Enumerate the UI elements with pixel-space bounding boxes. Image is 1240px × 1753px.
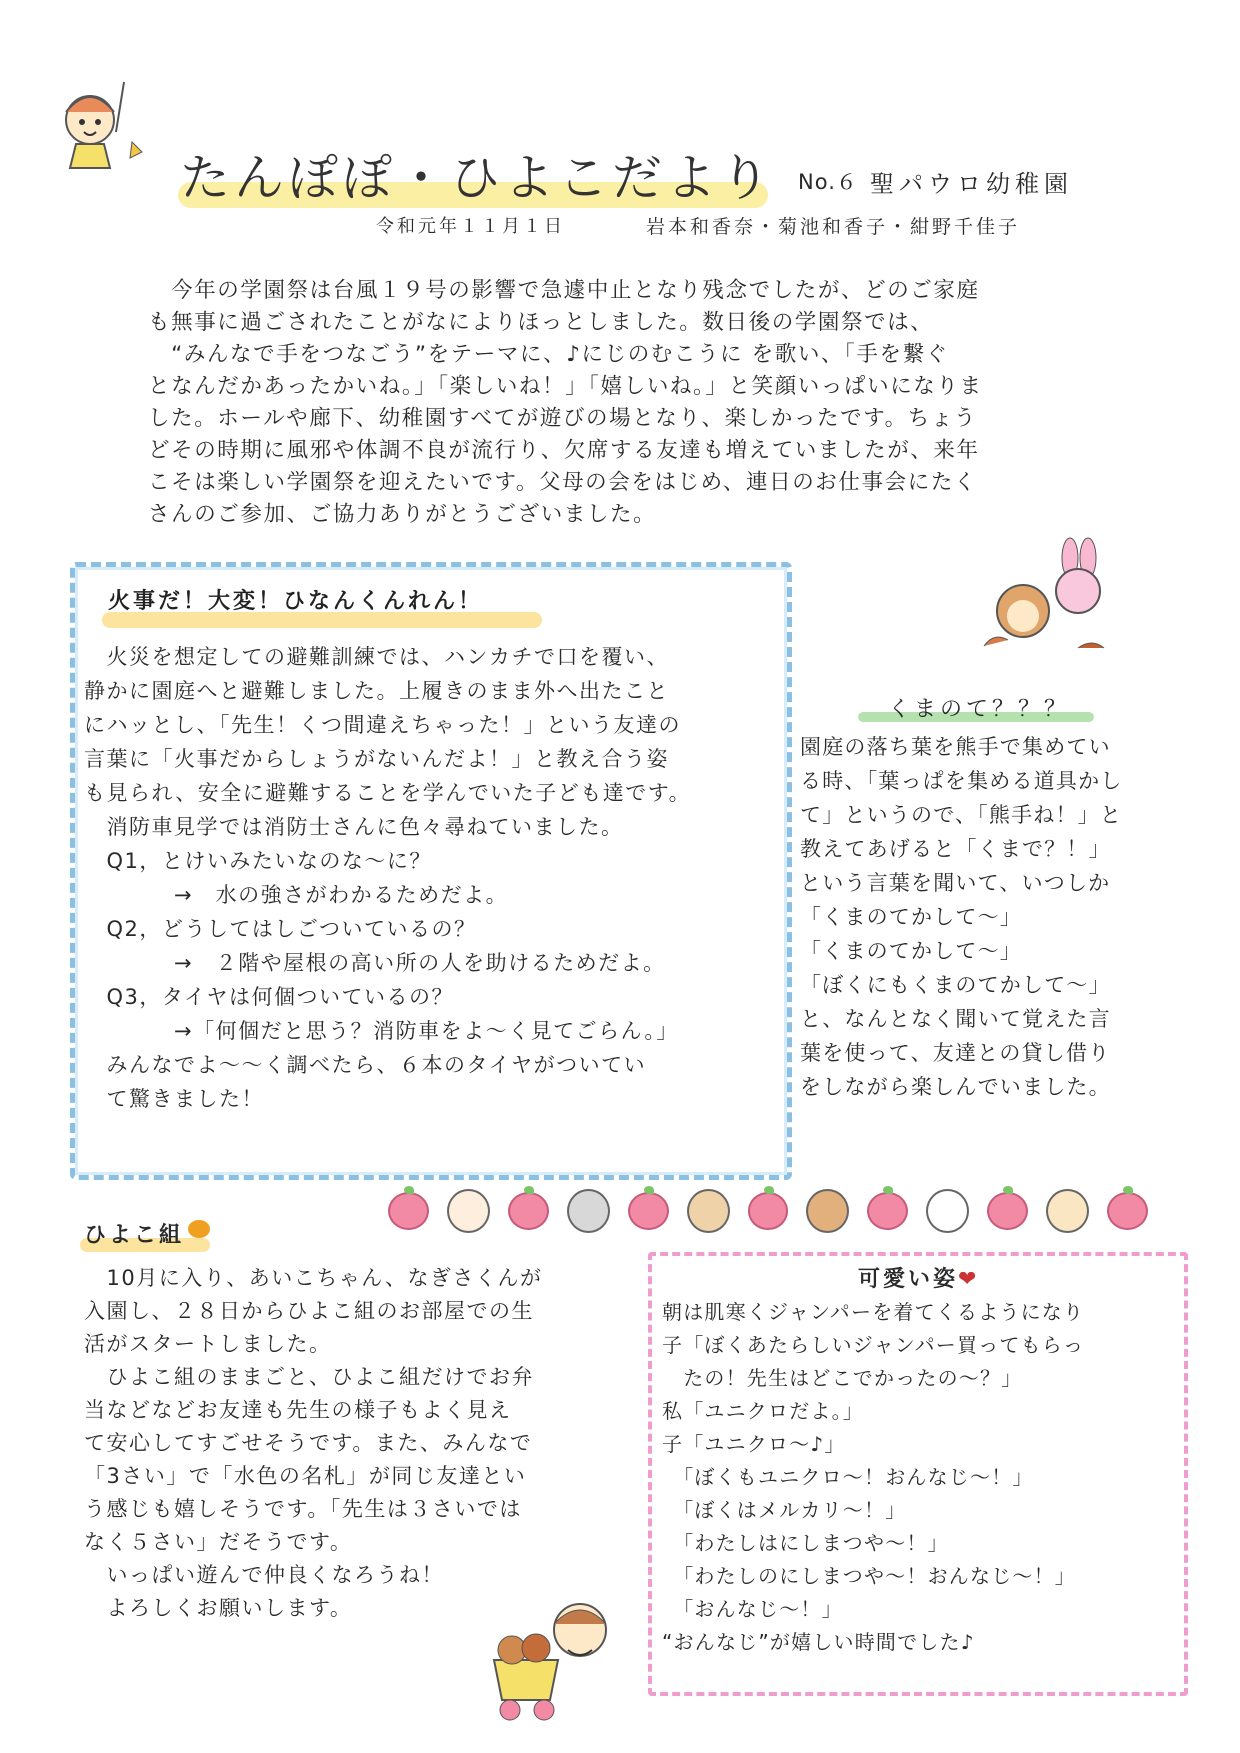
kuma-line: をしながら楽しんでいました。 [800,1075,1111,1099]
fire-line: Q1，とけいみたいなのな～に？ [84,849,432,873]
chick-icon [188,1220,210,1238]
intro-line: こそは楽しい学園祭を迎えたいです。父母の会をはじめ、連日のお仕事会にたく [148,470,978,495]
fire-line: て驚きました！ [84,1087,264,1111]
hiyoko-line: ひよこ組のままごと、ひよこ組だけでお弁 [84,1365,534,1389]
hiyoko-line: 活がスタートしました。 [84,1332,332,1356]
hiyoko-line: いっぱい遊んで仲良くなろうね！ [84,1563,444,1587]
fire-line: みんなでよ～～く調べたら、６本のタイヤがついてい [84,1053,647,1077]
cute-title-text: 可愛い姿 [858,1267,959,1292]
fire-drill-title: 火事だ！大変！ひなんくんれん！ [108,589,484,614]
girl-mascot-illustration [40,72,150,172]
apple-icon [867,1192,908,1230]
monkey-rabbit-illustration [978,536,1118,666]
kuma-line: 「くまのてかして～」 [800,905,1022,929]
fire-line: 言葉に「火事だからしょうがないんだよ！」と教え合う姿 [84,747,669,771]
apple-icon [987,1192,1028,1230]
issue-number-text: No.６ [798,170,858,194]
fire-line: → ２階や屋根の高い所の人を助けるためだよ。 [84,951,666,975]
apple-icon [1107,1192,1148,1230]
intro-paragraph [148,275,1100,531]
intro-line: どその時期に風邪や体調不良が流行り、欠席する友達も増えていましたが、来年 [148,438,980,463]
fire-line: 火災を想定しての避難訓練では、ハンカチで口を覆い、 [84,645,669,669]
kuma-line: て」というので、「熊手ね！」と [800,803,1123,827]
cute-title [858,1262,979,1293]
heart-icon: ❤ [958,1267,980,1292]
cute-line: 「わたしはにしまつや～！」 [662,1531,949,1555]
fire-drill-body [84,640,774,1116]
monkey-icon [687,1189,730,1233]
kuma-line: 教えてあげると「くまで？！」 [800,837,1111,861]
kuma-line: 「くまのてかして～」 [800,939,1022,963]
raccoon-icon [806,1189,849,1233]
intro-line: さんのご参加、ご協力ありがとうございました。 [148,502,657,527]
koala-icon [567,1189,610,1233]
apple-icon [388,1192,429,1230]
authors: 岩本和香奈・菊池和香子・紺野千佳子 [646,216,1021,238]
kuma-line: 葉を使って、友達との貸し借り [800,1041,1111,1065]
apple-icon [748,1192,789,1230]
panda-icon [926,1189,969,1233]
cat-icon [1046,1189,1089,1233]
cute-line: 子「ユニクロ～♪」 [662,1432,846,1456]
cute-line: 朝は肌寒くジャンパーを着てくるようになり [662,1300,1085,1324]
intro-line: 今年の学園祭は台風１９号の影響で急遽中止となり残念でしたが、どのご家庭 [148,278,980,303]
apple-icon [508,1192,549,1230]
cute-line: 「ぼくもユニクロ～！おんなじ～！」 [662,1465,1034,1489]
hiyoko-line: 10月に入り、あいこちゃん、なぎさくんが [84,1266,543,1290]
hiyoko-line: よろしくお願いします。 [84,1596,353,1620]
school-name: 聖パウロ幼稚園 [870,170,1073,198]
kuma-title: くまのて？？？ [888,697,1071,722]
kuma-line: る時、「葉っぱを集める道具かし [800,769,1123,793]
fire-line: にハッとし、「先生！くつ間違えちゃった！」という友達の [84,713,681,737]
fire-line: 静かに園庭へと避難しました。上履きのまま外へ出たこと [84,679,669,703]
hiyoko-body [84,1262,624,1625]
cute-line: 私「ユニクロだよ。」 [662,1399,864,1423]
fire-line: Q2，どうしてはしごついているの？ [84,917,477,941]
fire-line: →「何個だと思う？消防車をよ～く見てごらん。」 [84,1019,679,1043]
hiyoko-line: う感じも嬉しそうです。「先生は３さいでは [84,1497,522,1521]
kuma-body [800,730,1230,1104]
intro-line: となんだかあったかいね。」「楽しいね！」「嬉しいね。」と笑顔いっぱいになりま [148,374,983,399]
cute-line: 「わたしのにしまつや～！おんなじ～！」 [662,1564,1076,1588]
fire-line: → 水の強さがわかるためだよ。 [84,883,509,907]
apple-animal-border [388,1186,1148,1236]
hiyoko-title: ひよこ組 [84,1223,185,1248]
cute-line: 子「ぼくあたらしいジャンパー買ってもらっ [662,1333,1085,1357]
issue-number [798,166,858,196]
cute-line: 「おんなじ～！」 [662,1597,843,1621]
kid-with-cart-illustration [488,1590,618,1730]
cute-line: 「ぼくはメルカリ～！」 [662,1498,907,1522]
cute-line: たの！先生はどこでかったの～？」 [662,1366,1023,1390]
bear-icon [447,1189,490,1233]
fire-line: 消防車見学では消防士さんに色々尋ねていました。 [84,815,624,839]
kuma-line: という言葉を聞いて、いつしか [800,871,1111,895]
kuma-line: 「ぼくにもくまのてかして～」 [800,973,1111,997]
hiyoko-line: て安心してすごせそうです。また、みんなで [84,1431,533,1455]
intro-line: “みんなで手をつなごう”をテーマに、♪にじのむこうに を歌い、「手を繋ぐ [148,342,949,367]
issue-date: 令和元年１１月１日 [376,216,565,237]
kuma-line: と、なんとなく聞いて覚えた言 [800,1007,1111,1031]
hiyoko-line: 当などなどお友達も先生の様子もよく見え [84,1398,512,1422]
intro-line: した。ホールや廊下、幼稚園すべてが遊びの場となり、楽しかったです。ちょう [148,406,978,431]
cute-line: “おんなじ”が嬉しい時間でした♪ [662,1630,975,1654]
apple-icon [628,1192,669,1230]
hiyoko-line: 入園し、２８日からひよこ組のお部屋での生 [84,1299,534,1323]
fire-line: Q3，タイヤは何個ついているの？ [84,985,454,1009]
fire-line: も見られ、安全に避難することを学んでいた子ども達です。 [84,781,692,805]
cute-body [662,1296,1182,1659]
newsletter-title: たんぽぽ・ひよこだより [180,149,774,207]
intro-line: も無事に過ごされたことがなによりほっとしました。数日後の学園祭では、 [148,310,934,335]
hiyoko-line: 「3さい」で「水色の名札」が同じ友達とい [84,1464,527,1488]
kuma-line: 園庭の落ち葉を熊手で集めてい [800,735,1111,759]
hiyoko-line: なく５さい」だそうです。 [84,1530,353,1554]
